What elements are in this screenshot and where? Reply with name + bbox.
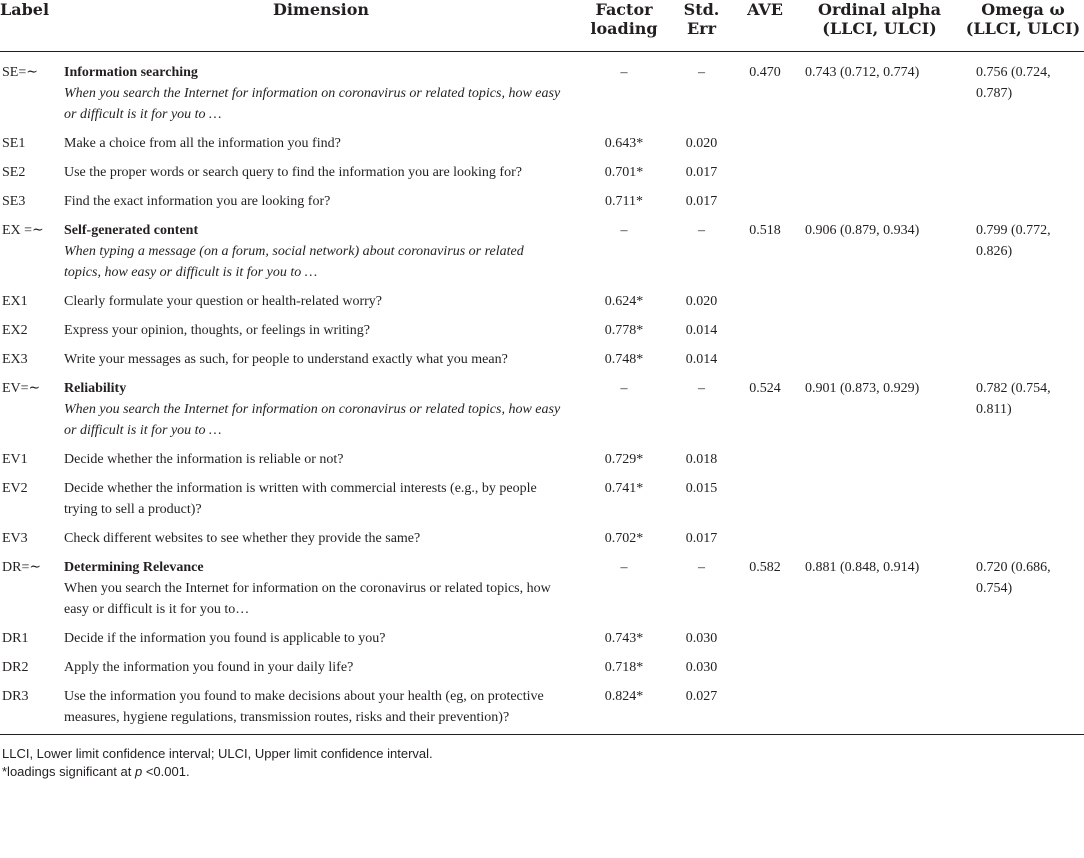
item-std-err: 0.014	[685, 323, 718, 338]
item-loading: 0.778*	[604, 323, 644, 338]
item-text: Decide whether the information is reliable or not?	[64, 452, 344, 467]
item-text: Express your opinion, thoughts, or feelings in writing?	[64, 323, 371, 338]
item-std-err: 0.030	[685, 660, 718, 675]
item-label: EX3	[2, 352, 28, 367]
item-alpha-empty	[797, 312, 962, 341]
row-label: EX =∼	[2, 223, 44, 238]
item-row	[0, 678, 1084, 735]
item-std-err: 0.020	[685, 136, 718, 151]
dimension-cell	[64, 549, 578, 620]
item-ave-empty	[733, 620, 797, 649]
dimension-cell	[64, 212, 578, 283]
item-loading: 0.743*	[604, 631, 644, 646]
item-omega-empty	[962, 125, 1084, 154]
header-dimension: Dimension	[64, 0, 578, 52]
item-alpha-empty	[797, 649, 962, 678]
item-label: SE2	[2, 165, 26, 180]
item-label: DR1	[2, 631, 29, 646]
item-text: Use the proper words or search query to find the information you are looking for?	[64, 165, 522, 180]
header-factor-loading: Factor loading	[578, 0, 670, 52]
item-row	[0, 341, 1084, 370]
item-loading: 0.711*	[605, 194, 643, 209]
item-omega-empty	[962, 183, 1084, 212]
item-ave-empty	[733, 125, 797, 154]
omega-cell: 0.782 (0.754, 0.811)	[976, 381, 1051, 417]
item-loading: 0.718*	[604, 660, 644, 675]
std-err-cell: –	[698, 381, 705, 396]
item-omega-empty	[962, 154, 1084, 183]
item-ave-empty	[733, 341, 797, 370]
item-label: SE1	[2, 136, 26, 151]
item-std-err: 0.030	[685, 631, 718, 646]
item-alpha-empty	[797, 283, 962, 312]
item-alpha-empty	[797, 125, 962, 154]
header-ave: AVE	[733, 0, 797, 52]
ave-cell: 0.518	[749, 223, 781, 238]
dimension-row	[0, 52, 1084, 126]
item-loading: 0.701*	[604, 165, 644, 180]
item-row	[0, 125, 1084, 154]
item-label: EV3	[2, 531, 28, 546]
item-ave-empty	[733, 183, 797, 212]
dimension-title: Reliability	[64, 381, 127, 396]
item-alpha-empty	[797, 470, 962, 520]
item-omega-empty	[962, 470, 1084, 520]
dimension-prompt: When typing a message (on a forum, social network) about coronavirus or related topics, how easy or difficult is it for you to …	[64, 244, 524, 280]
dimension-row	[0, 549, 1084, 620]
header-std-err: Std. Err	[670, 0, 733, 52]
item-std-err: 0.020	[685, 294, 718, 309]
item-ave-empty	[733, 312, 797, 341]
item-label: DR2	[2, 660, 29, 675]
item-ave-empty	[733, 441, 797, 470]
item-omega-empty	[962, 283, 1084, 312]
item-row	[0, 520, 1084, 549]
item-ave-empty	[733, 470, 797, 520]
item-ave-empty	[733, 283, 797, 312]
item-alpha-empty	[797, 520, 962, 549]
std-err-cell: –	[698, 65, 705, 80]
ordinal-alpha-cell: 0.906 (0.879, 0.934)	[805, 223, 920, 238]
dimension-cell	[64, 52, 578, 126]
item-std-err: 0.015	[685, 481, 718, 496]
item-loading: 0.624*	[604, 294, 644, 309]
item-text: Use the information you found to make decisions about your health (eg, on protective measures, hygiene regulations, transmission routes, risks and their prevention)?	[64, 678, 578, 735]
item-std-err: 0.017	[685, 531, 718, 546]
item-row	[0, 441, 1084, 470]
item-text: Find the exact information you are looking for?	[64, 194, 331, 209]
ordinal-alpha-cell: 0.901 (0.873, 0.929)	[805, 381, 920, 396]
item-alpha-empty	[797, 678, 962, 735]
header-label: Label	[0, 0, 64, 52]
item-loading: 0.741*	[604, 481, 644, 496]
dimension-title: Self-generated content	[64, 223, 199, 238]
item-std-err: 0.017	[685, 165, 718, 180]
item-label: EV2	[2, 481, 28, 496]
factor-loading-cell: –	[620, 381, 628, 396]
dimension-prompt: When you search the Internet for information on coronavirus or related topics, how easy or difficult is it for you to …	[64, 86, 561, 122]
item-text: Make a choice from all the information you find?	[64, 136, 341, 151]
item-loading: 0.729*	[604, 452, 644, 467]
item-omega-empty	[962, 341, 1084, 370]
dimension-row	[0, 212, 1084, 283]
item-text: Clearly formulate your question or health-related worry?	[64, 294, 382, 309]
item-std-err: 0.027	[670, 678, 733, 735]
item-loading: 0.643*	[604, 136, 644, 151]
omega-cell: 0.799 (0.772, 0.826)	[976, 223, 1051, 259]
item-omega-empty	[962, 649, 1084, 678]
item-text: Decide whether the information is written with commercial interests (e.g., by people trying to sell a product)?	[64, 481, 537, 517]
item-row	[0, 470, 1084, 520]
std-err-cell: –	[698, 223, 705, 238]
item-loading: 0.702*	[604, 531, 644, 546]
row-label: SE=∼	[2, 65, 38, 80]
item-row	[0, 183, 1084, 212]
item-omega-empty	[962, 441, 1084, 470]
dimension-title: Information searching	[64, 65, 198, 80]
ordinal-alpha-cell: 0.743 (0.712, 0.774)	[805, 65, 920, 80]
item-std-err: 0.017	[685, 194, 718, 209]
item-loading: 0.748*	[604, 352, 644, 367]
ave-cell: 0.582	[749, 560, 781, 575]
item-row	[0, 283, 1084, 312]
item-ave-empty	[733, 678, 797, 735]
ordinal-alpha-cell: 0.881 (0.848, 0.914)	[805, 560, 920, 575]
table-footnotes	[2, 745, 1072, 781]
item-alpha-empty	[797, 441, 962, 470]
dimension-prompt: When you search the Internet for information on the coronavirus or related topics, how easy or difficult is it for you to…	[64, 581, 551, 617]
item-label: SE3	[2, 194, 26, 209]
item-ave-empty	[733, 649, 797, 678]
ave-cell: 0.524	[749, 381, 781, 396]
factor-loading-cell: –	[620, 223, 628, 238]
dimension-title: Determining Relevance	[64, 560, 204, 575]
table-body	[0, 52, 1084, 735]
item-alpha-empty	[797, 183, 962, 212]
row-label: EV=∼	[2, 381, 41, 396]
item-text: Apply the information you found in your daily life?	[64, 660, 354, 675]
table-header	[0, 0, 1084, 52]
factor-loading-cell: –	[620, 65, 628, 80]
header-omega: Omega ω (LLCI, ULCI)	[962, 0, 1084, 52]
item-alpha-empty	[797, 154, 962, 183]
item-ave-empty	[733, 520, 797, 549]
item-label: EX2	[2, 323, 28, 338]
item-omega-empty	[962, 678, 1084, 735]
dimension-cell	[64, 370, 578, 441]
item-std-err: 0.014	[685, 352, 718, 367]
omega-cell: 0.720 (0.686, 0.754)	[976, 560, 1051, 596]
item-row	[0, 620, 1084, 649]
omega-cell: 0.756 (0.724, 0.787)	[976, 65, 1051, 101]
footnote-significance: *loadings significant at p <0.001.	[2, 764, 190, 779]
item-row	[0, 312, 1084, 341]
footnote-abbreviations: LLCI, Lower limit confidence interval; ULCI, Upper limit confidence interval.	[2, 746, 433, 761]
item-text: Write your messages as such, for people to understand exactly what you mean?	[64, 352, 508, 367]
item-alpha-empty	[797, 620, 962, 649]
item-text: Check different websites to see whether they provide the same?	[64, 531, 421, 546]
item-ave-empty	[733, 154, 797, 183]
ave-cell: 0.470	[749, 65, 781, 80]
header-ordinal-alpha: Ordinal alpha (LLCI, ULCI)	[797, 0, 962, 52]
factor-loading-cell: –	[620, 560, 628, 575]
item-label: DR3	[0, 678, 64, 735]
item-label: EX1	[2, 294, 28, 309]
item-omega-empty	[962, 312, 1084, 341]
row-label: DR=∼	[2, 560, 42, 575]
item-row	[0, 154, 1084, 183]
dimension-row	[0, 370, 1084, 441]
item-label: EV1	[2, 452, 28, 467]
item-omega-empty	[962, 620, 1084, 649]
item-omega-empty	[962, 520, 1084, 549]
item-text: Decide if the information you found is applicable to you?	[64, 631, 386, 646]
dimension-prompt: When you search the Internet for information on coronavirus or related topics, how easy or difficult is it for you to …	[64, 402, 561, 438]
std-err-cell: –	[698, 560, 705, 575]
item-row	[0, 649, 1084, 678]
item-alpha-empty	[797, 341, 962, 370]
item-loading: 0.824*	[578, 678, 670, 735]
item-std-err: 0.018	[685, 452, 718, 467]
